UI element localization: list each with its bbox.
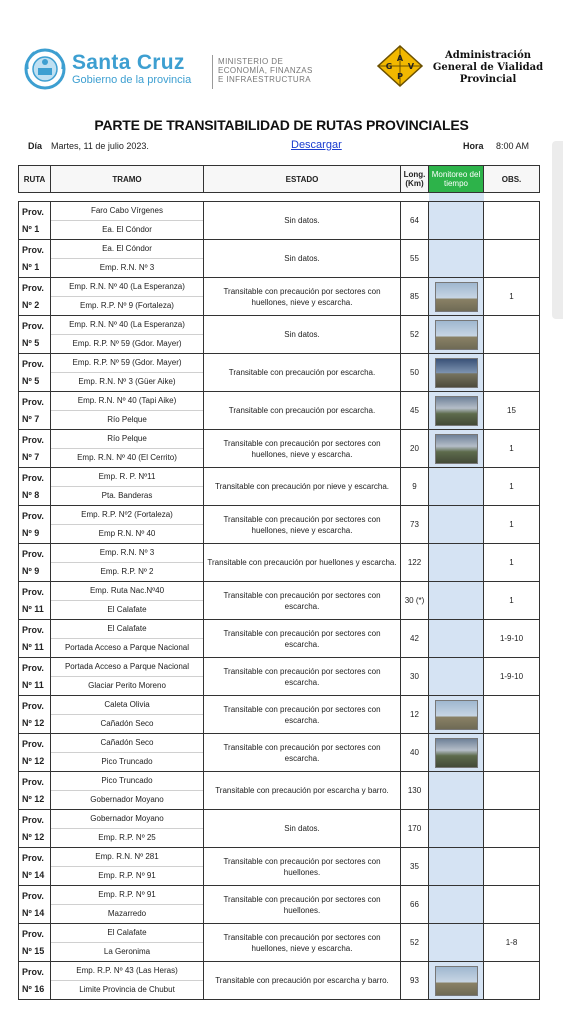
length-cell: 30	[401, 658, 429, 696]
agvp-letter-v: V	[407, 62, 415, 71]
status-cell: Sin datos.	[204, 810, 401, 848]
weather-monitor-cell	[429, 430, 484, 468]
section-from: Emp. R.P. Nº2 (Fortaleza)	[51, 506, 203, 525]
status-cell: Sin datos.	[204, 316, 401, 354]
section-cell	[51, 582, 204, 620]
table-row	[19, 582, 540, 620]
observations-cell	[484, 886, 540, 924]
col-header-monitoreo: Monitoreo del tiempo	[429, 166, 484, 193]
col-header-long: Long. (Km)	[401, 166, 429, 193]
weather-camera-thumbnail[interactable]	[435, 282, 478, 312]
agvp-letter-p: P	[397, 72, 403, 81]
weather-monitor-cell	[429, 506, 484, 544]
observations-cell: 1	[484, 278, 540, 316]
table-row	[19, 240, 540, 278]
route-cell	[19, 810, 51, 848]
section-from: Emp. R.P. Nº 43 (Las Heras)	[51, 962, 203, 981]
section-from: Emp. R.N. Nº 40 (La Esperanza)	[51, 278, 203, 297]
observations-cell	[484, 810, 540, 848]
observations-cell	[484, 696, 540, 734]
status-cell: Transitable con precaución por sectores con huellones, nieve y escarcha.	[204, 278, 401, 316]
route-cell	[19, 620, 51, 658]
status-cell: Transitable con precaución por sectores con huellones.	[204, 848, 401, 886]
section-cell	[51, 316, 204, 354]
route-cell	[19, 468, 51, 506]
length-cell: 42	[401, 620, 429, 658]
weather-monitor-cell	[429, 696, 484, 734]
status-cell: Transitable con precaución por escarcha.	[204, 354, 401, 392]
section-to: Emp. R.P. Nº 91	[98, 871, 156, 880]
route-number: Nº 1	[22, 223, 40, 234]
ministerio-text: MINISTERIO DE ECONOMÍA, FINANZAS E INFRAESTRUCTURA	[218, 57, 313, 84]
observations-cell: 1-9-10	[484, 620, 540, 658]
section-to: Gobernador Moyano	[90, 795, 164, 804]
route-number: Nº 11	[22, 679, 44, 690]
section-from: Emp. R.N. Nº 40 (La Esperanza)	[51, 316, 203, 335]
section-from: El Calafate	[51, 620, 203, 639]
observations-cell: 15	[484, 392, 540, 430]
weather-camera-thumbnail[interactable]	[435, 966, 478, 996]
status-cell: Transitable con precaución por sectores con huellones, nieve y escarcha.	[204, 430, 401, 468]
weather-camera-thumbnail[interactable]	[435, 700, 478, 730]
length-cell: 30 (*)	[401, 582, 429, 620]
document-header	[0, 0, 563, 110]
section-cell	[51, 202, 204, 240]
document-title: PARTE DE TRANSITABILIDAD DE RUTAS PROVINCIALES	[94, 117, 469, 133]
section-from: Portada Acceso a Parque Nacional	[51, 658, 203, 677]
route-type: Prov.	[22, 320, 44, 331]
status-cell: Transitable con precaución por sectores con escarcha.	[204, 620, 401, 658]
section-cell	[51, 430, 204, 468]
observations-cell	[484, 962, 540, 1000]
weather-camera-thumbnail[interactable]	[435, 396, 478, 426]
route-type: Prov.	[22, 282, 44, 293]
length-cell: 52	[401, 316, 429, 354]
routes-table	[18, 165, 540, 1000]
route-type: Prov.	[22, 472, 44, 483]
status-cell: Transitable con precaución por sectores con escarcha.	[204, 658, 401, 696]
route-cell	[19, 848, 51, 886]
santa-cruz-title: Santa Cruz	[72, 51, 185, 74]
weather-monitor-cell	[429, 848, 484, 886]
length-cell: 12	[401, 696, 429, 734]
observations-cell	[484, 316, 540, 354]
route-number: Nº 11	[22, 641, 44, 652]
table-row	[19, 810, 540, 848]
route-cell	[19, 962, 51, 1000]
route-cell	[19, 392, 51, 430]
section-cell	[51, 886, 204, 924]
santa-cruz-emblem-icon	[24, 48, 66, 90]
route-cell	[19, 582, 51, 620]
route-number: Nº 12	[22, 717, 45, 728]
length-cell: 85	[401, 278, 429, 316]
table-row	[19, 924, 540, 962]
route-type: Prov.	[22, 586, 44, 597]
section-from: Emp. R.P. Nº 59 (Gdor. Mayer)	[51, 354, 203, 373]
section-cell	[51, 620, 204, 658]
table-row	[19, 506, 540, 544]
section-cell	[51, 506, 204, 544]
route-cell	[19, 430, 51, 468]
weather-monitor-cell	[429, 772, 484, 810]
table-row	[19, 316, 540, 354]
section-from: Emp. R.N. Nº 3	[51, 544, 203, 563]
length-cell: 130	[401, 772, 429, 810]
agvp-name: Administración General de Vialidad Provincial	[432, 50, 544, 85]
length-cell: 55	[401, 240, 429, 278]
route-cell	[19, 354, 51, 392]
weather-monitor-cell	[429, 316, 484, 354]
status-cell: Transitable con precaución por escarcha y barro.	[204, 962, 401, 1000]
weather-monitor-cell	[429, 354, 484, 392]
route-number: Nº 5	[22, 375, 40, 386]
status-cell: Transitable con precaución por sectores con huellones, nieve y escarcha.	[204, 506, 401, 544]
route-type: Prov.	[22, 966, 44, 977]
status-cell: Transitable con precaución por sectores con huellones, nieve y escarcha.	[204, 924, 401, 962]
route-cell	[19, 886, 51, 924]
length-cell: 45	[401, 392, 429, 430]
length-cell: 93	[401, 962, 429, 1000]
route-type: Prov.	[22, 776, 44, 787]
route-number: Nº 16	[22, 983, 45, 994]
table-row	[19, 202, 540, 240]
route-type: Prov.	[22, 434, 44, 445]
section-from: Pico Truncado	[51, 772, 203, 791]
route-number: Nº 12	[22, 831, 45, 842]
section-to: Pta. Banderas	[101, 491, 153, 500]
weather-monitor-cell	[429, 278, 484, 316]
status-cell: Sin datos.	[204, 202, 401, 240]
section-cell	[51, 734, 204, 772]
route-cell	[19, 544, 51, 582]
table-row	[19, 620, 540, 658]
weather-camera-thumbnail[interactable]	[435, 434, 478, 464]
route-type: Prov.	[22, 358, 44, 369]
section-cell	[51, 696, 204, 734]
weather-monitor-cell	[429, 582, 484, 620]
table-header-row	[19, 166, 540, 193]
section-to: Emp. R.N. Nº 3	[99, 263, 155, 272]
download-link[interactable]: Descargar	[291, 139, 342, 151]
status-cell: Transitable con precaución por escarcha.	[204, 392, 401, 430]
route-number: Nº 7	[22, 413, 40, 424]
route-type: Prov.	[22, 700, 44, 711]
length-cell: 50	[401, 354, 429, 392]
section-from: Río Pelque	[51, 430, 203, 449]
route-number: Nº 12	[22, 755, 45, 766]
observations-cell	[484, 240, 540, 278]
route-number: Nº 14	[22, 907, 45, 918]
section-to: El Calafate	[107, 605, 147, 614]
section-from: Emp. R. P. Nº11	[51, 468, 203, 487]
section-to: Emp. R.N. Nº 3 (Güer Aike)	[78, 377, 176, 386]
length-cell: 66	[401, 886, 429, 924]
section-to: Río Pelque	[107, 415, 147, 424]
section-to: Portada Acceso a Parque Nacional	[64, 643, 190, 652]
route-type: Prov.	[22, 852, 44, 863]
weather-monitor-cell	[429, 810, 484, 848]
section-cell	[51, 848, 204, 886]
status-cell: Transitable con precaución por sectores con huellones.	[204, 886, 401, 924]
agvp-logo-icon	[376, 44, 424, 88]
route-type: Prov.	[22, 890, 44, 901]
section-to: Limite Provincia de Chubut	[79, 985, 175, 994]
weather-monitor-cell	[429, 544, 484, 582]
route-cell	[19, 924, 51, 962]
table-row	[19, 392, 540, 430]
section-from: Gobernador Moyano	[51, 810, 203, 829]
section-to: Emp. R.P. Nº 25	[98, 833, 156, 842]
header-divider	[212, 55, 213, 89]
col-header-ruta: RUTA	[19, 166, 51, 193]
side-panel-handle[interactable]	[552, 141, 563, 319]
length-cell: 73	[401, 506, 429, 544]
route-number: Nº 11	[22, 603, 44, 614]
section-cell	[51, 544, 204, 582]
agvp-letter-a: A	[396, 54, 404, 63]
route-cell	[19, 278, 51, 316]
status-cell: Transitable con precaución por huellones y escarcha.	[204, 544, 401, 582]
status-cell: Transitable con precaución por nieve y escarcha.	[204, 468, 401, 506]
route-type: Prov.	[22, 814, 44, 825]
section-cell	[51, 468, 204, 506]
observations-cell	[484, 734, 540, 772]
table-row	[19, 544, 540, 582]
col-header-tramo: TRAMO	[51, 166, 204, 193]
route-cell	[19, 658, 51, 696]
status-cell: Transitable con precaución por sectores con escarcha.	[204, 582, 401, 620]
status-cell: Transitable con precaución por escarcha y barro.	[204, 772, 401, 810]
route-number: Nº 15	[22, 945, 45, 956]
weather-camera-thumbnail[interactable]	[435, 358, 478, 388]
route-number: Nº 2	[22, 299, 40, 310]
col-header-estado: ESTADO	[204, 166, 401, 193]
santa-cruz-subtitle: Gobierno de la provincia	[72, 74, 192, 86]
section-to: Cañadón Seco	[100, 719, 154, 728]
weather-monitor-cell	[429, 658, 484, 696]
route-type: Prov.	[22, 244, 44, 255]
route-type: Prov.	[22, 738, 44, 749]
section-from: Cañadón Seco	[51, 734, 203, 753]
weather-monitor-cell	[429, 962, 484, 1000]
route-type: Prov.	[22, 206, 44, 217]
weather-monitor-cell	[429, 202, 484, 240]
section-from: Emp. Ruta Nac.Nº40	[51, 582, 203, 601]
section-from: Emp. R.N. Nº 40 (Tapi Aike)	[51, 392, 203, 411]
weather-camera-thumbnail[interactable]	[435, 738, 478, 768]
route-type: Prov.	[22, 624, 44, 635]
length-cell: 122	[401, 544, 429, 582]
route-number: Nº 5	[22, 337, 40, 348]
observations-cell	[484, 848, 540, 886]
route-type: Prov.	[22, 510, 44, 521]
section-from: Caleta Olivia	[51, 696, 203, 715]
route-number: Nº 1	[22, 261, 40, 272]
weather-monitor-cell	[429, 240, 484, 278]
section-from: El Calafate	[51, 924, 203, 943]
observations-cell: 1	[484, 544, 540, 582]
route-cell	[19, 772, 51, 810]
route-type: Prov.	[22, 548, 44, 559]
section-to: Emp R.N. Nº 40	[98, 529, 156, 538]
observations-cell	[484, 772, 540, 810]
weather-monitor-cell	[429, 392, 484, 430]
length-cell: 20	[401, 430, 429, 468]
route-cell	[19, 734, 51, 772]
section-from: Ea. El Cóndor	[51, 240, 203, 259]
section-cell	[51, 772, 204, 810]
section-to: Ea. El Cóndor	[102, 225, 152, 234]
table-row	[19, 658, 540, 696]
route-number: Nº 9	[22, 527, 40, 538]
length-cell: 35	[401, 848, 429, 886]
section-to: La Geronima	[103, 947, 151, 956]
table-row	[19, 962, 540, 1000]
route-cell	[19, 240, 51, 278]
route-number: Nº 9	[22, 565, 40, 576]
route-type: Prov.	[22, 396, 44, 407]
length-cell: 9	[401, 468, 429, 506]
section-to: Pico Truncado	[101, 757, 153, 766]
route-cell	[19, 696, 51, 734]
section-cell	[51, 962, 204, 1000]
table-row	[19, 734, 540, 772]
route-type: Prov.	[22, 928, 44, 939]
section-to: Emp. R.P. Nº 2	[100, 567, 154, 576]
weather-monitor-cell	[429, 734, 484, 772]
section-cell	[51, 924, 204, 962]
route-cell	[19, 202, 51, 240]
route-number: Nº 14	[22, 869, 45, 880]
observations-cell: 1	[484, 582, 540, 620]
observations-cell: 1	[484, 430, 540, 468]
section-to: Glaciar Perito Moreno	[88, 681, 166, 690]
section-cell	[51, 354, 204, 392]
table-row	[19, 430, 540, 468]
observations-cell: 1	[484, 506, 540, 544]
weather-monitor-cell	[429, 620, 484, 658]
status-cell: Transitable con precaución por sectores con escarcha.	[204, 696, 401, 734]
hora-label: Hora	[463, 141, 484, 151]
route-type: Prov.	[22, 662, 44, 673]
col-header-obs: OBS.	[484, 166, 540, 193]
section-cell	[51, 658, 204, 696]
table-spacer	[19, 193, 540, 202]
length-cell: 52	[401, 924, 429, 962]
table-row	[19, 886, 540, 924]
status-cell: Sin datos.	[204, 240, 401, 278]
observations-cell	[484, 202, 540, 240]
table-row	[19, 696, 540, 734]
length-cell: 40	[401, 734, 429, 772]
dia-value: Martes, 11 de julio 2023.	[51, 141, 149, 151]
section-cell	[51, 278, 204, 316]
status-cell: Transitable con precaución por sectores con escarcha.	[204, 734, 401, 772]
section-to: Mazarredo	[107, 909, 147, 918]
table-row	[19, 354, 540, 392]
agvp-letter-g: G	[385, 62, 393, 71]
section-cell	[51, 810, 204, 848]
route-number: Nº 12	[22, 793, 45, 804]
section-from: Emp. R.N. Nº 281	[51, 848, 203, 867]
route-number: Nº 7	[22, 451, 40, 462]
section-to: Emp. R.N. Nº 40 (El Cerrito)	[77, 453, 177, 462]
route-cell	[19, 316, 51, 354]
section-to: Emp. R.P. Nº 9 (Fortaleza)	[80, 301, 174, 310]
weather-monitor-cell	[429, 886, 484, 924]
section-from: Faro Cabo Vírgenes	[51, 202, 203, 221]
observations-cell: 1-9-10	[484, 658, 540, 696]
observations-cell	[484, 354, 540, 392]
dia-label: Día	[28, 141, 43, 151]
table-row	[19, 772, 540, 810]
section-from: Emp. R.P. Nº 91	[51, 886, 203, 905]
section-cell	[51, 392, 204, 430]
weather-monitor-cell	[429, 468, 484, 506]
table-row	[19, 278, 540, 316]
observations-cell: 1-8	[484, 924, 540, 962]
table-row	[19, 848, 540, 886]
route-number: Nº 8	[22, 489, 40, 500]
table-row	[19, 468, 540, 506]
weather-monitor-cell	[429, 924, 484, 962]
length-cell: 64	[401, 202, 429, 240]
hora-value: 8:00 AM	[496, 141, 530, 151]
section-cell	[51, 240, 204, 278]
length-cell: 170	[401, 810, 429, 848]
section-to: Emp. R.P. Nº 59 (Gdor. Mayer)	[72, 339, 182, 348]
route-cell	[19, 506, 51, 544]
observations-cell: 1	[484, 468, 540, 506]
weather-camera-thumbnail[interactable]	[435, 320, 478, 350]
